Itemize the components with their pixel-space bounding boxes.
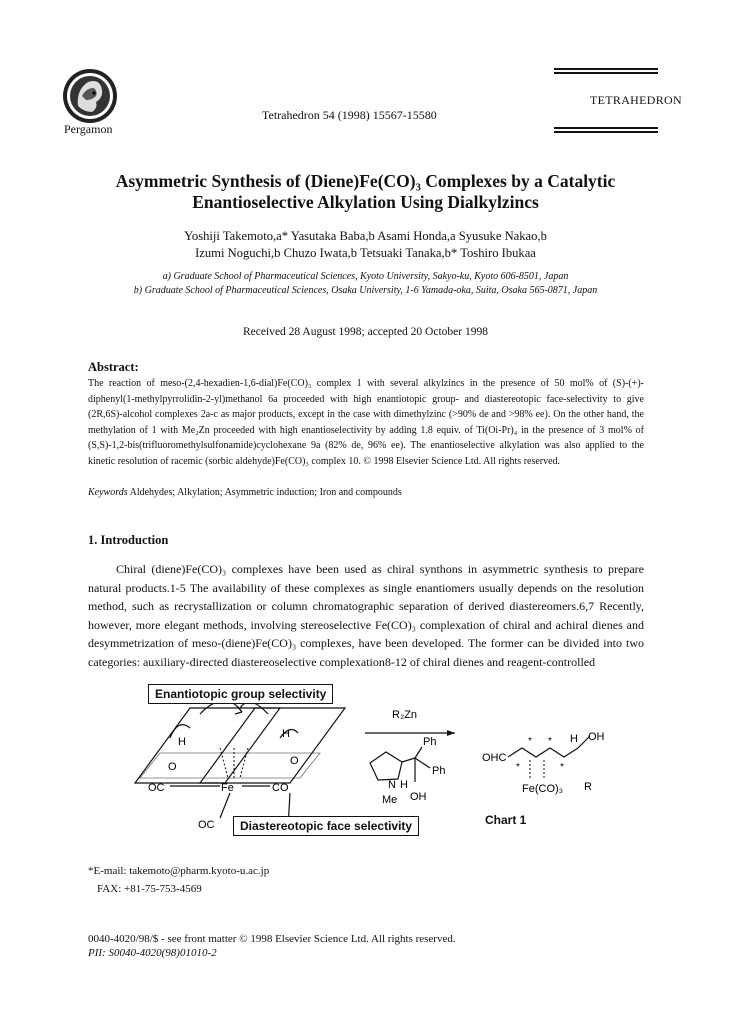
copyright-line: 0040-4020/98/$ - see front matter © 1998 Elsevier Science Ltd. All rights reserved. — [88, 933, 456, 945]
publisher-logo — [56, 66, 124, 126]
scheme-label: Ph — [423, 736, 437, 748]
header-rule — [554, 72, 658, 74]
intro-paragraph: Chiral (diene)Fe(CO)₃ complexes have been used as chiral synthons in asymmetric synthesis to prepare natural products.1-5 The availability of these complexes as single enantiomers usually depends on the resolution method, such as recrystallization or column chromatographic separation of derived diastereomers.6,7 Recently, however, more elegant methods, involving stereoselective Fe(CO)₃ complexation of chiral and achiral dienes and desymmetrization of meso-(diene)Fe(CO)₃ complexes, have been developed. The former can be divided into two categories: auxiliary-directed diastereoselective complexation8-12 of chiral dienes and reagent-controlled — [88, 562, 644, 669]
author-line: Yoshiji Takemoto,a* Yasutaka Baba,b Asami Honda,a Syusuke Nakao,b — [184, 229, 547, 243]
journal-citation: Tetrahedron 54 (1998) 15567-15580 — [262, 108, 437, 122]
scheme-label: Fe — [221, 782, 234, 794]
scheme-label: Me — [382, 794, 398, 806]
abstract-text: The reaction of meso-(2,4-hexadien-1,6-dial)Fe(CO)₃ complex 1 with several alkylzincs in the presence of 50 mol% of (S)-(+)-diphenyl(1-methylpyrrolidin-2-yl)methanol 6a proceeded with high enantiotopic group- and diastereotopic face-selectivity to give (2R,6S)-alcohol complexes 2a-c as major products, except in the case with dimethylzinc (>90% de and >98% ee). On the other hand, the methylation of 1 with Me₂Zn proceeded with high enantioselectivity by adding 1.8 equiv. of Ti(Oi-Pr)₄ in the presence of 3 mol% of (S,S)-1,2-bis(trifluoromethylsulfonamide)cyclohexane 9a (82% de, 96% ee). The enantioselective alkylation was also applied to the kinetic resolution of racemic (sorbic aldehyde)Fe(CO)₃ complex 10. © 1998 Elsevier Science Ltd. All rights reserved. — [88, 378, 644, 467]
pii-line: PII: S0040-4020(98)01010-2 — [88, 947, 217, 959]
scheme-label: OC — [198, 819, 215, 831]
header-rule — [554, 131, 658, 133]
affiliations — [60, 270, 671, 298]
keywords — [88, 487, 644, 498]
keywords-list: Aldehydes; Alkylation; Asymmetric induction; Iron and compounds — [129, 487, 402, 498]
affiliation-b: b) Graduate School of Pharmaceutical Sciences, Osaka University, 1-6 Yamada-oka, Suita, Osaka 565-0871, Japan — [133, 285, 598, 296]
enantiotopic-selectivity-box: Enantiotopic group selectivity — [148, 684, 333, 704]
affiliation-a: a) Graduate School of Pharmaceutical Sciences, Kyoto University, Sakyo-ku, Kyoto 606-8501, Japan — [162, 271, 569, 282]
svg-text:*: * — [560, 762, 564, 773]
scheme-label: OHC — [482, 752, 507, 764]
author-line: Izumi Noguchi,b Chuzo Iwata,b Tetsuaki Tanaka,b* Toshiro Ibukaa — [195, 246, 536, 260]
scheme-label: CO — [272, 782, 289, 794]
scheme-label: OH — [410, 791, 427, 803]
scheme-label: R — [584, 781, 592, 793]
scheme-label: Ph — [432, 765, 446, 777]
header-rule — [554, 127, 658, 129]
footnote-email: *E-mail: takemoto@pharm.kyoto-u.ac.jp — [88, 865, 270, 877]
section-heading: 1. Introduction — [88, 533, 169, 547]
chart-caption: Chart 1 — [485, 813, 527, 827]
svg-text:*: * — [516, 762, 520, 773]
scheme-label: OC — [148, 782, 165, 794]
scheme-label: N — [388, 779, 396, 791]
paper-title: Asymmetric Synthesis of (Diene)Fe(CO)₃ Complexes by a Catalytic Enantioselective Alkylation Using Dialkylzincs — [115, 171, 616, 212]
received-date: Received 28 August 1998; accepted 20 October 1998 — [243, 326, 488, 338]
reagent-label: R₂Zn — [392, 709, 418, 721]
svg-text:*: * — [548, 736, 552, 747]
journal-name: TETRAHEDRON — [590, 93, 682, 107]
scheme-label: H — [400, 779, 408, 791]
keywords-label: Keywords — [88, 487, 128, 498]
diastereotopic-selectivity-box: Diastereotopic face selectivity — [233, 816, 419, 836]
scheme-label: H — [570, 733, 578, 745]
publisher-name: Pergamon — [64, 122, 113, 136]
scheme-label: Fe(CO)₃ — [522, 783, 564, 795]
scheme-label: H — [282, 728, 290, 740]
chart-scheme — [130, 678, 650, 848]
svg-text:*: * — [528, 736, 532, 747]
abstract-heading: Abstract: — [88, 360, 139, 374]
author-list — [60, 228, 671, 262]
scheme-label: OH — [588, 731, 605, 743]
scheme-label: O — [290, 755, 299, 767]
header-rule — [554, 68, 658, 70]
scheme-label: O — [168, 761, 177, 773]
scheme-label: H — [178, 736, 186, 748]
footnote-fax: FAX: +81-75-753-4569 — [97, 883, 202, 895]
